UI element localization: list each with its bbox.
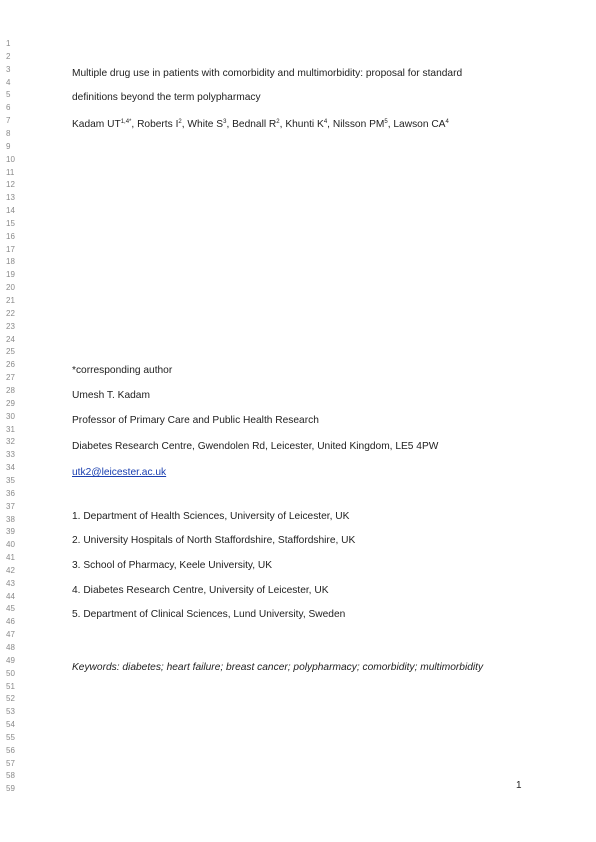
author-affiliation-marker: 4 — [445, 119, 449, 125]
line-number: 13 — [6, 193, 15, 203]
author-separator: , — [131, 119, 138, 130]
line-number: 12 — [6, 180, 15, 190]
line-number: 5 — [6, 90, 11, 100]
line-number: 30 — [6, 411, 15, 421]
line-number: 37 — [6, 501, 15, 511]
author-name: Kadam UT — [72, 119, 121, 130]
author-separator: , — [279, 119, 286, 130]
line-number: 16 — [6, 231, 15, 241]
author-affiliation-marker: 4 — [323, 119, 328, 125]
line-number: 41 — [6, 553, 15, 562]
line-number: 28 — [6, 385, 15, 395]
line-number: 42 — [6, 565, 15, 575]
line-number: 7 — [6, 116, 11, 126]
line-number: 40 — [6, 540, 15, 550]
author-name: Nilsson PM — [332, 119, 385, 130]
affiliation-item: 4. Diabetes Research Centre, University of Leicester, UK — [72, 585, 329, 596]
line-number: 26 — [6, 360, 15, 370]
author-affiliation-marker: 5 — [384, 119, 388, 125]
line-number: 34 — [6, 463, 15, 473]
line-number: 2 — [6, 51, 11, 61]
line-number: 35 — [6, 475, 15, 485]
line-number: 45 — [6, 604, 15, 614]
line-number: 57 — [6, 758, 15, 768]
paper-title-line-2: definitions beyond the term polypharmacy — [72, 92, 261, 103]
line-number: 4 — [6, 77, 11, 87]
line-number: 31 — [6, 424, 15, 434]
line-number: 48 — [6, 642, 15, 652]
page-number: 1 — [516, 780, 522, 791]
line-number: 18 — [6, 257, 15, 267]
line-number: 50 — [6, 668, 15, 678]
line-number: 43 — [6, 578, 15, 588]
line-number: 44 — [6, 591, 15, 601]
author-affiliation-marker: 3 — [223, 119, 227, 125]
line-number: 1 — [6, 39, 11, 48]
keywords-line: Keywords: diabetes; heart failure; breast cancer; polypharmacy; comorbidity; multimorbidity — [72, 662, 484, 673]
author-name: Khunti K — [285, 119, 324, 130]
line-number: 36 — [6, 488, 15, 498]
author-separator: , — [387, 119, 394, 130]
line-number: 21 — [6, 296, 15, 305]
corresponding-author-address: Diabetes Research Centre, Gwendolen Rd, Leicester, United Kingdom, LE5 4PW — [72, 441, 439, 452]
author-separator: , — [226, 119, 233, 130]
line-number: 56 — [6, 745, 15, 755]
paper-title-line-1: Multiple drug use in patients with comorbidity and multimorbidity: proposal for standard — [72, 68, 463, 79]
line-number: 58 — [6, 771, 15, 781]
line-number: 27 — [6, 373, 15, 383]
corresponding-author-label: *corresponding author — [72, 365, 173, 376]
corresponding-author-email-link[interactable]: utk2@leicester.ac.uk — [72, 467, 167, 478]
line-number: 33 — [6, 450, 15, 460]
affiliation-item: 1. Department of Health Sciences, University of Leicester, UK — [72, 511, 350, 522]
line-number: 3 — [6, 64, 11, 74]
author-separator: , — [181, 119, 188, 130]
author-affiliation-marker: 2 — [178, 119, 182, 125]
author-name: Roberts I — [137, 119, 179, 130]
line-number: 54 — [6, 720, 15, 729]
author-affiliation-marker: 2 — [276, 119, 280, 125]
line-number: 55 — [6, 732, 15, 742]
line-number: 6 — [6, 103, 11, 113]
author-name: Lawson CA — [393, 119, 446, 130]
line-number: 32 — [6, 437, 15, 447]
line-number: 23 — [6, 321, 15, 331]
author-name: Bednall R — [232, 119, 277, 130]
corresponding-author-name: Umesh T. Kadam — [72, 390, 150, 401]
line-number: 53 — [6, 707, 15, 717]
line-number: 10 — [6, 154, 15, 164]
line-number: 15 — [6, 218, 15, 228]
line-number: 20 — [6, 283, 15, 293]
affiliation-item: 5. Department of Clinical Sciences, Lund University, Sweden — [72, 609, 346, 620]
line-number: 17 — [6, 244, 15, 254]
line-number: 19 — [6, 270, 15, 280]
line-number: 22 — [6, 308, 15, 318]
corresponding-author-position: Professor of Primary Care and Public Health Research — [72, 415, 319, 426]
line-number: 47 — [6, 630, 15, 640]
line-number: 52 — [6, 694, 15, 704]
author-affiliation-marker: 1,4* — [120, 119, 132, 125]
author-name: White S — [187, 119, 224, 130]
line-number: 8 — [6, 128, 11, 138]
line-number: 9 — [6, 141, 11, 151]
line-number: 39 — [6, 527, 15, 537]
line-number: 25 — [6, 347, 15, 357]
line-number: 29 — [6, 398, 15, 408]
line-number: 38 — [6, 514, 15, 524]
author-separator: , — [327, 119, 333, 130]
affiliation-item: 2. University Hospitals of North Staffordshire, Staffordshire, UK — [72, 535, 356, 546]
line-number: 14 — [6, 206, 15, 215]
line-number: 51 — [6, 681, 15, 691]
line-number: 46 — [6, 617, 15, 627]
affiliation-item: 3. School of Pharmacy, Keele University, UK — [72, 560, 273, 571]
author-list — [72, 119, 449, 131]
line-number: 11 — [6, 167, 15, 177]
line-number: 59 — [6, 784, 15, 794]
line-number: 49 — [6, 655, 15, 665]
line-number: 24 — [6, 334, 15, 344]
